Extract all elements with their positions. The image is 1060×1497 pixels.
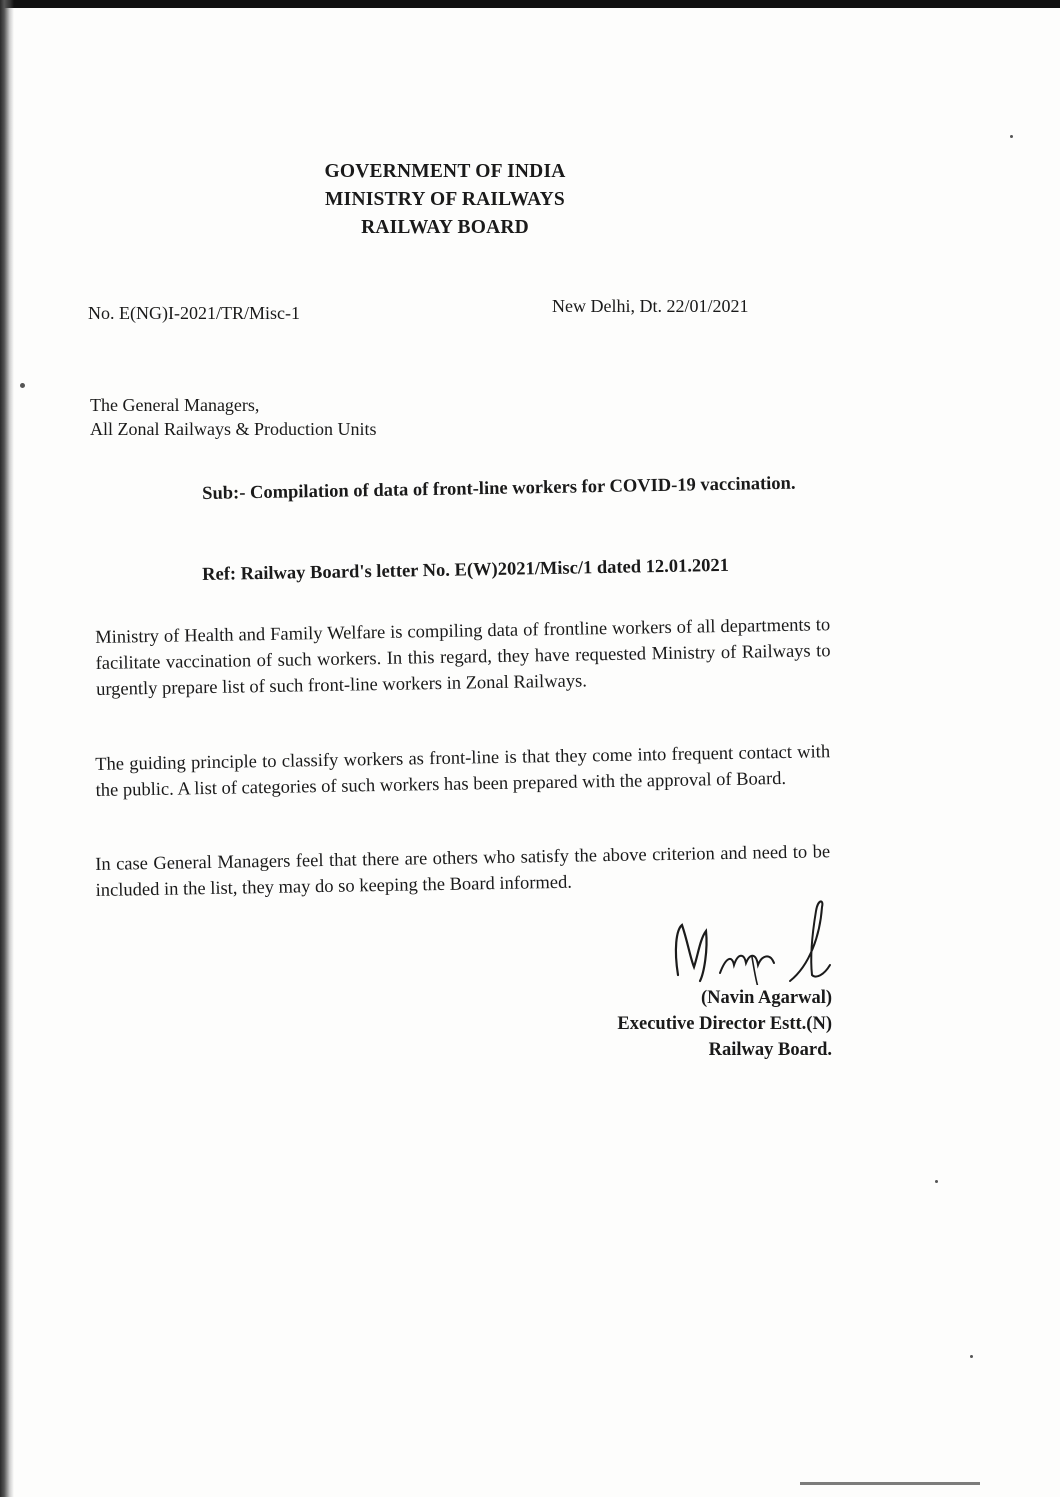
- letterhead: [250, 158, 640, 242]
- signatory-name: (Navin Agarwal): [700, 988, 832, 1008]
- scan-edge-bottom: [800, 1482, 980, 1485]
- body-paragraph-1: Ministry of Health and Family Welfare is compiling data of frontline workers of all departments to facilitate vaccination of such workers. In this regard, they have requested Ministry of Railways to urgently prepare list of such front-line workers in Zonal Railways.: [95, 615, 831, 700]
- subject-text: Compilation of data of front-line workers for COVID-19 vaccination.: [249, 473, 796, 504]
- handwritten-signature: [660, 895, 840, 985]
- signatory-organization: Railway Board.: [708, 1040, 832, 1060]
- signatory-block: [617, 985, 832, 1063]
- signatory-designation: Executive Director Estt.(N): [617, 1014, 832, 1034]
- body-paragraph-3: In case General Managers feel that there are others who satisfy the above criterion and need to be included in the list, they may do so keeping the Board informed.: [95, 842, 831, 901]
- addressee: [90, 393, 376, 441]
- scan-speck: [935, 1180, 938, 1183]
- scan-edge-top: [0, 0, 1060, 8]
- reference-number: No. E(NG)I-2021/TR/Misc-1: [88, 303, 300, 323]
- scan-speck: [970, 1355, 973, 1358]
- subject-label: Sub:-: [202, 483, 246, 504]
- letterhead-line-board: RAILWAY BOARD: [361, 217, 529, 238]
- addressee-line-2: All Zonal Railways & Production Units: [90, 419, 377, 439]
- scan-speck: [1010, 135, 1013, 138]
- reference-letter: Ref: Railway Board's letter No. E(W)2021/Misc/1 dated 12.01.2021: [202, 555, 730, 585]
- scan-speck: [20, 383, 25, 388]
- body-paragraph-2: The guiding principle to classify workers as front-line is that they come into frequent contact with the public. A list of categories of such workers has been prepared with the approval of Board.: [95, 742, 831, 801]
- subject: [202, 471, 842, 506]
- scan-edge-left: [0, 0, 14, 1497]
- addressee-line-1: The General Managers,: [90, 395, 260, 415]
- letterhead-line-ministry: MINISTRY OF RAILWAYS: [325, 189, 565, 210]
- date-line: New Delhi, Dt. 22/01/2021: [552, 296, 749, 316]
- letterhead-line-government: GOVERNMENT OF INDIA: [324, 161, 566, 182]
